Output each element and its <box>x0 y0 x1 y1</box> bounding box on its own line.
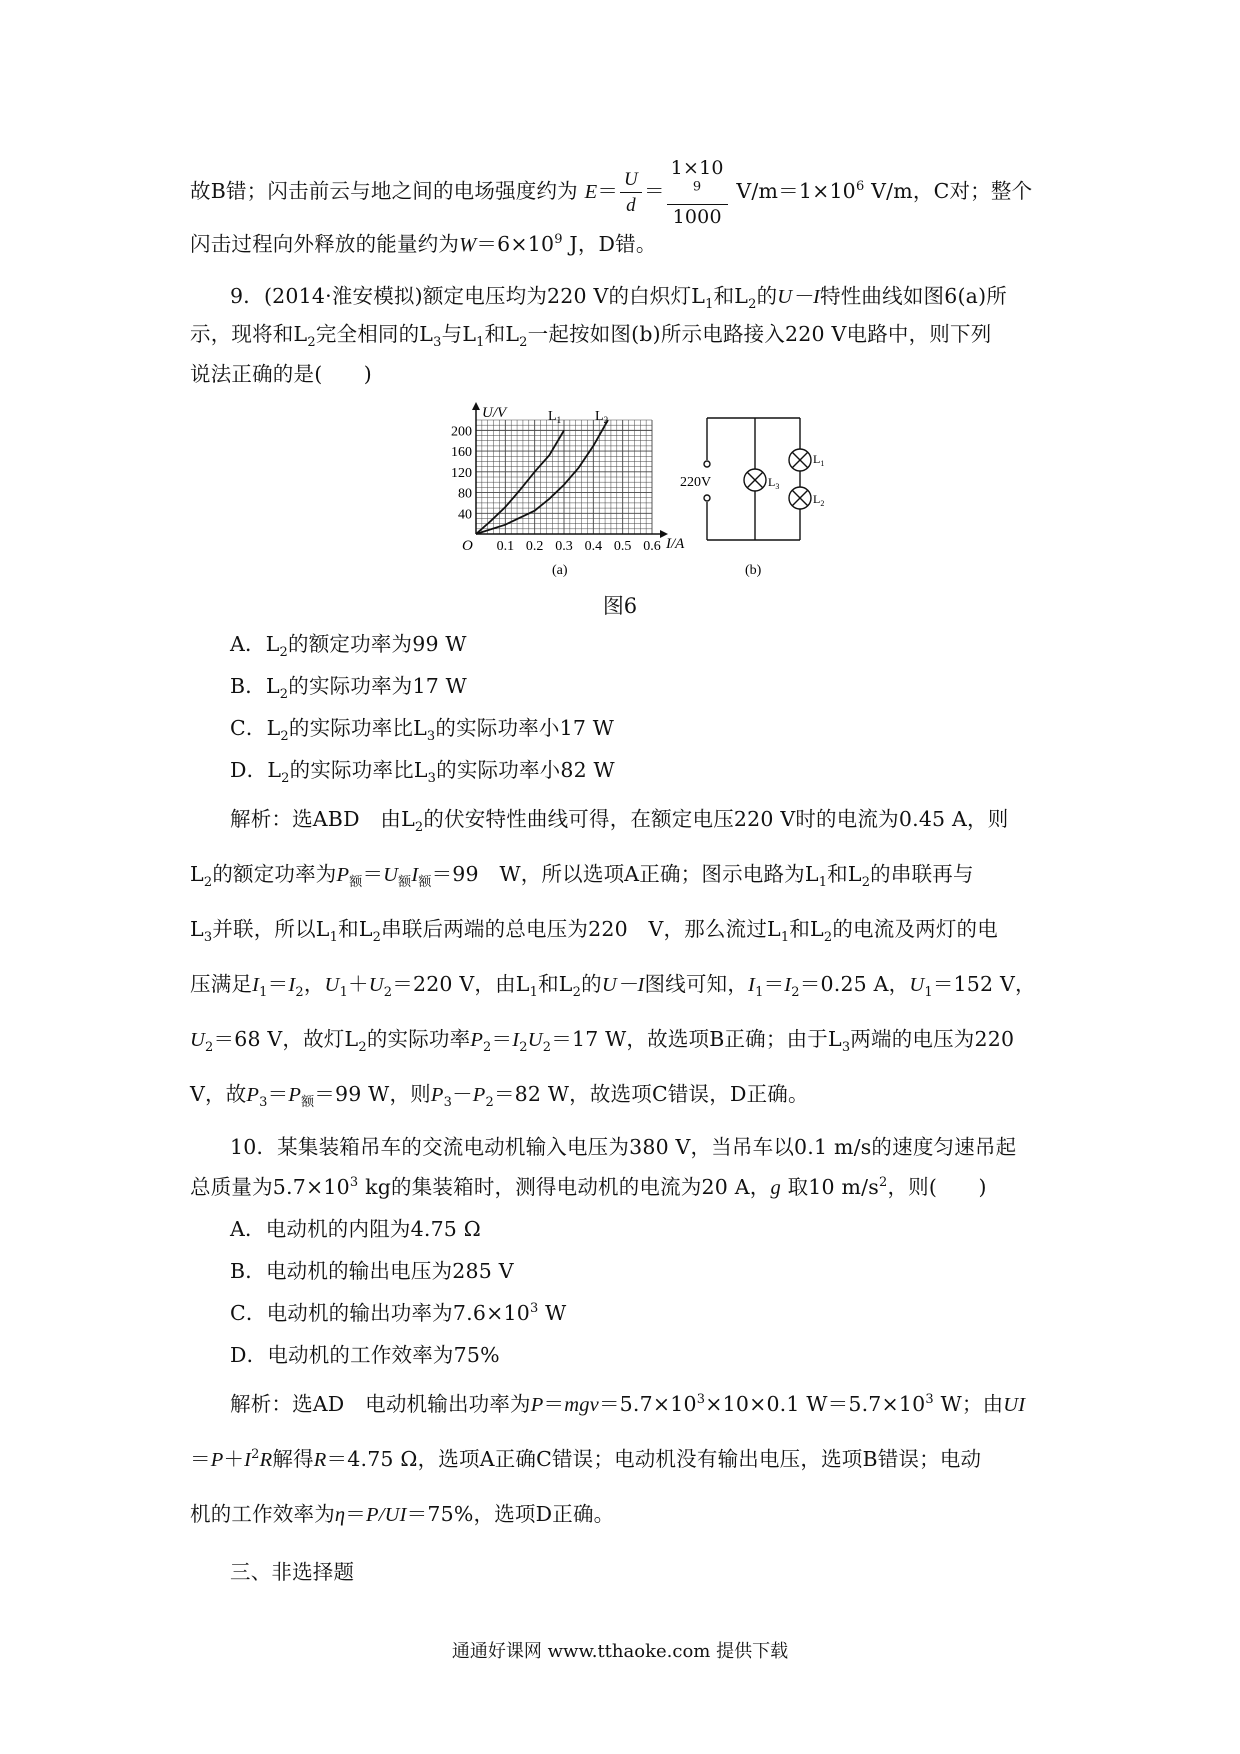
question-10-line-1: 10．某集装箱吊车的交流电动机输入电压为380 V，当吊车以0.1 m/s的速度匀速吊起 <box>230 1135 1017 1159</box>
lamp-l2-label: $L_2$ <box>813 492 825 508</box>
y-tick-label: 200 <box>451 424 472 440</box>
solution-line-1: 故B错；闪击前云与地之间的电场强度约为 E＝ $\frac{U}{d}$ ＝ 1×10 $^9$ 1000 $V/m=1\times 10^6$ V/m，C对；整个 <box>190 157 1033 228</box>
question-10-line-2: 总质量为$5.7\times 10^3$ kg的集装箱时，测得电动机的电流为20 A，g 取10 $m/s^2$，则( ) <box>190 1175 987 1199</box>
y-tick-label: 120 <box>451 465 472 481</box>
graph-y-ticks <box>451 424 472 522</box>
option-b: B．$L_2$的实际功率为17 W <box>230 674 467 703</box>
question-9-line-3: 说法正确的是( ) <box>190 362 372 386</box>
answer-10-line-1: 解析：选AD 电动机输出功率为$P=mgv=5.7\times 10^3\times 10\times 0.1$ $W=5.7\times 10^3$ W；由UI <box>230 1392 1026 1416</box>
q10-option-a: A．电动机的内阻为4.75 Ω <box>230 1217 481 1241</box>
x-tick-label: 0.4 <box>584 539 603 554</box>
lamp-l1-label: $L_1$ <box>813 452 825 468</box>
curve-l2-label: $L_2$ <box>595 409 609 425</box>
source-voltage-label: 220V <box>680 475 712 490</box>
lamp-l3-label: $L_3$ <box>768 475 780 491</box>
panel-b-label: (b) <box>745 563 762 578</box>
section-heading: 三、非选择题 <box>230 1560 355 1584</box>
curve-l1-label: $L_1$ <box>548 409 562 425</box>
y-tick-label: 40 <box>458 507 472 523</box>
q10-option-b: B．电动机的输出电压为285 V <box>230 1259 514 1283</box>
graph-grid <box>476 420 652 534</box>
graph-origin-label: O <box>462 538 473 554</box>
figure-6b-circuit <box>680 400 860 580</box>
figure-caption: 图6 <box>602 594 638 618</box>
figure-6a-graph <box>440 400 690 580</box>
answer-9-line-3: $L_3$并联，所以$L_1$和$L_2$串联后两端的总电压为220 V，那么流过$L_1$和$L_2$的电流及两灯的电 <box>190 917 998 946</box>
q10-option-d: D．电动机的工作效率为75% <box>230 1343 500 1367</box>
q10-option-c: C．电动机的输出功率为$7.6\times 10^3$ W <box>230 1301 567 1325</box>
question-9-line-2: 示，现将和$L_2$完全相同的$L_3$与$L_1$和$L_2$一起按如图(b)所示电路接入220 V电路中，则下列 <box>190 322 992 351</box>
option-c: C．$L_2$的实际功率比$L_3$的实际功率小17 W <box>230 716 615 745</box>
page-footer: 通通好课网 www.tthaoke.com 提供下载 <box>451 1641 789 1662</box>
graph-x-ticks <box>497 539 661 554</box>
x-tick-label: 0.3 <box>555 539 573 554</box>
x-tick-label: 0.5 <box>613 539 632 554</box>
answer-9-line-2: $L_2$的额定功率为$P_额=U_额I_额=99$ W，所以选项A正确；图示电路为$L_1$和$L_2$的串联再与 <box>190 862 974 891</box>
graph-y-axis-label: U/V <box>482 405 507 421</box>
answer-9-line-4: 压满足$I_1=I_2$，$U_1+U_2=220$ V，由$L_1$和$L_2$的U－I图线可知，$I_1=I_2=0.25$ A，$U_1=152$ V， <box>190 972 1036 1001</box>
graph-x-axis-label: I/A <box>666 536 685 552</box>
option-d: D．$L_2$的实际功率比$L_3$的实际功率小82 W <box>230 758 615 787</box>
x-tick-label: 0.1 <box>496 539 515 554</box>
answer-10-line-3: 机的工作效率为η＝P/UI＝75%，选项D正确。 <box>190 1502 615 1526</box>
x-tick-label: 0.6 <box>643 539 661 554</box>
fraction-u-over-d: $\frac{U}{d}$ <box>620 167 642 218</box>
y-tick-label: 160 <box>451 445 472 461</box>
answer-10-line-2: $=P+I^2R$解得R＝4.75 Ω，选项A正确C错误；电动机没有输出电压，选项B错误；电动 <box>190 1447 982 1471</box>
option-a: A．$L_2$的额定功率为99 W <box>230 632 467 661</box>
fraction-1e9-over-1000: 1×10 $^9$ 1000 <box>667 156 728 229</box>
answer-9-line-5: $U_2=68$ V，故灯$L_2$的实际功率$P_2=I_2U_2=17$ W，故选项B正确；由于$L_3$两端的电压为220 <box>190 1027 1015 1056</box>
question-9-line-1: 9．(2014·淮安模拟)额定电压均为220 V的白炽灯$L_1$和$L_2$的U－I特性曲线如图6(a)所 <box>230 284 1007 313</box>
answer-9-line-1: 解析：选ABD 由$L_2$的伏安特性曲线可得，在额定电压220 V时的电流为0.45 A，则 <box>230 807 1009 836</box>
answer-9-line-6: V，故$P_3=P_额=99$ W，则$P_3-P_2=82$ W，故选项C错误，D正确。 <box>190 1082 809 1111</box>
panel-a-label: (a) <box>552 563 568 578</box>
solution-line-2: 闪击过程向外释放的能量约为$W=6\times 10^9$ J，D错。 <box>190 232 657 256</box>
x-tick-label: 0.2 <box>525 539 544 554</box>
y-tick-label: 80 <box>458 486 472 502</box>
